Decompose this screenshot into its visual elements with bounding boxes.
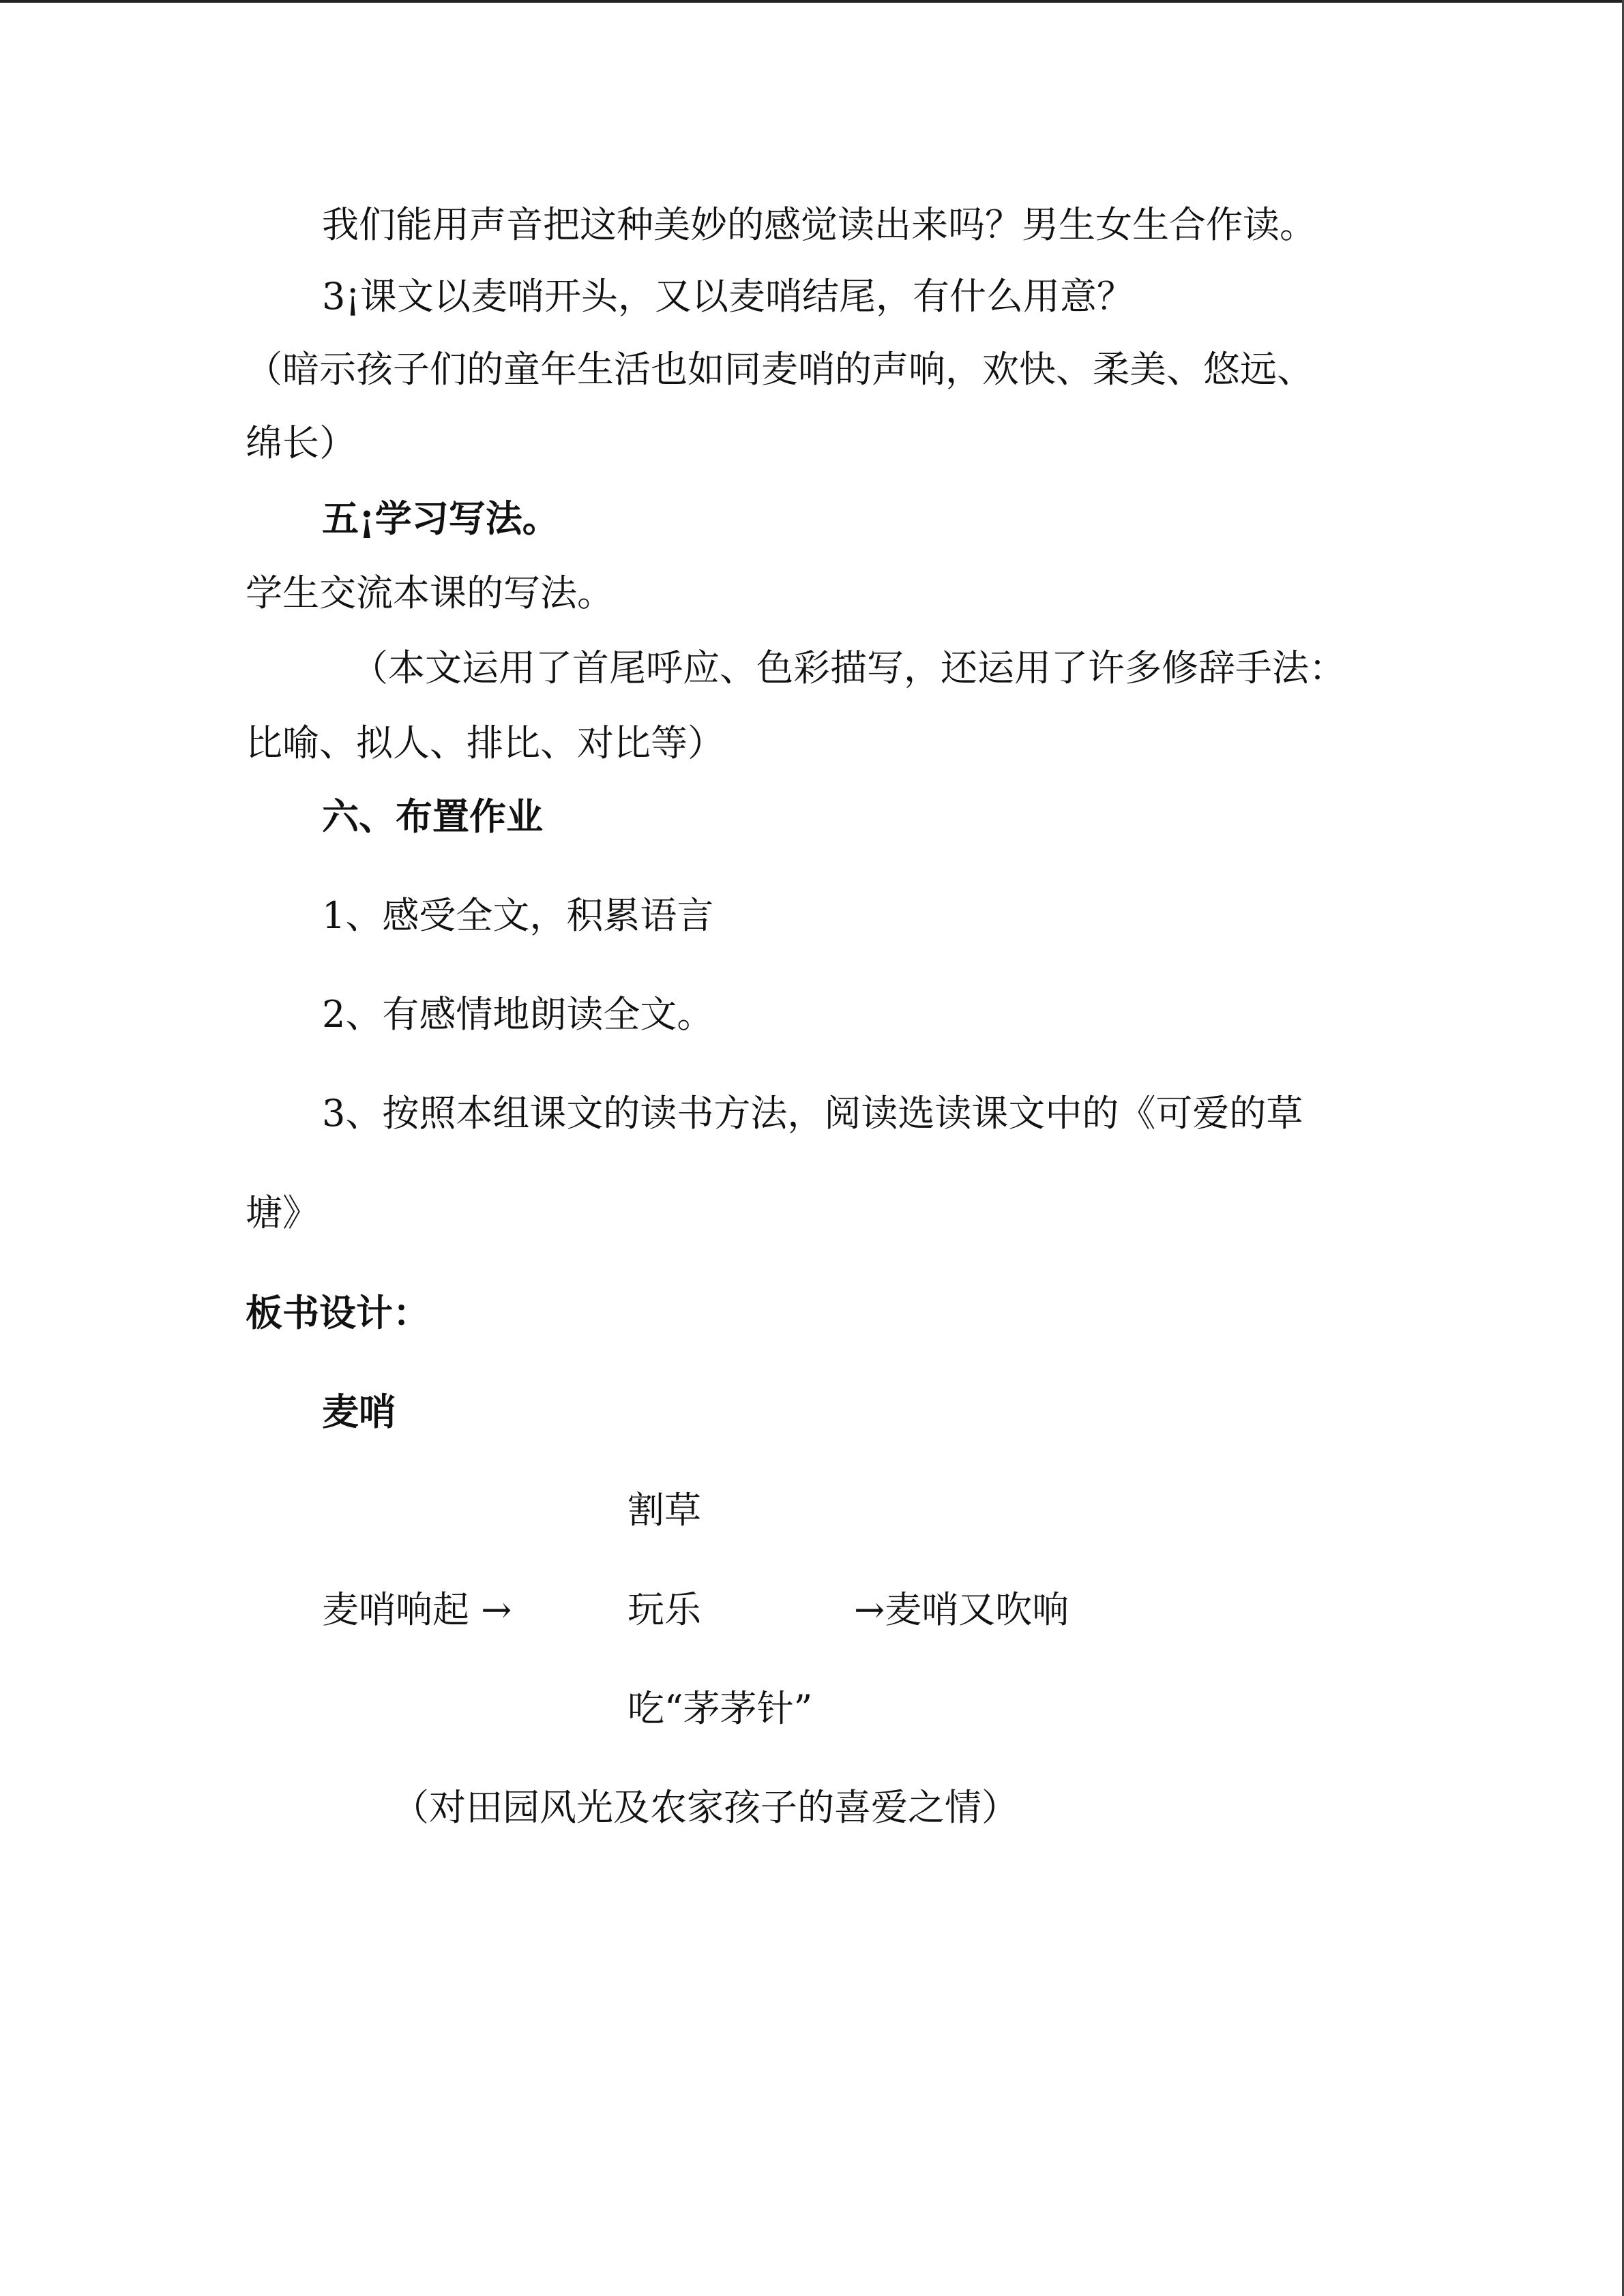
homework-item-3-line-2: 塘》: [246, 1191, 319, 1234]
board-design-title: 麦哨: [322, 1390, 396, 1433]
homework-item-1: 1、感受全文，积累语言: [322, 894, 714, 937]
board-summary: （对田园风光及农家孩子的喜爱之情）: [392, 1786, 1018, 1829]
rhetoric-note-line-2: 比喻、拟人、排比、对比等）: [246, 721, 724, 764]
homework-item-3-line-1: 3、按照本组课文的读书方法，阅读选读课文中的《可爱的草: [322, 1092, 1303, 1135]
page-top-border: [0, 0, 1624, 3]
question-line-3: 3¡课文以麦哨开头，又以麦哨结尾，有什么用意？: [322, 275, 1134, 318]
answer-line-2: 绵长）: [246, 421, 356, 464]
board-end-label: →麦哨又吹响: [854, 1588, 1069, 1631]
paragraph-line-read-aloud: 我们能用声音把这种美妙的感觉读出来吗？男生女生合作读。: [322, 203, 1316, 246]
writing-method-line: 学生交流本课的写法。: [246, 571, 614, 614]
section-heading-six: 六、布置作业: [322, 794, 543, 838]
answer-line-1: （暗示孩子们的童年生活也如同麦哨的声响，欢快、柔美、悠远、: [246, 348, 1314, 391]
board-design-heading: 板书设计：: [246, 1291, 430, 1335]
rhetoric-note-line-1: （本文运用了首尾呼应、色彩描写，还运用了许多修辞手法：: [351, 646, 1346, 689]
board-item-bottom: 吃“茅茅针”: [628, 1687, 813, 1730]
homework-item-2: 2、有感情地朗读全文。: [322, 993, 714, 1036]
section-heading-five: 五¡学习写法。: [322, 496, 559, 540]
board-item-top: 割草: [628, 1489, 701, 1532]
board-start-label: 麦哨响起 →: [322, 1588, 512, 1631]
board-item-middle: 玩乐: [628, 1588, 701, 1631]
